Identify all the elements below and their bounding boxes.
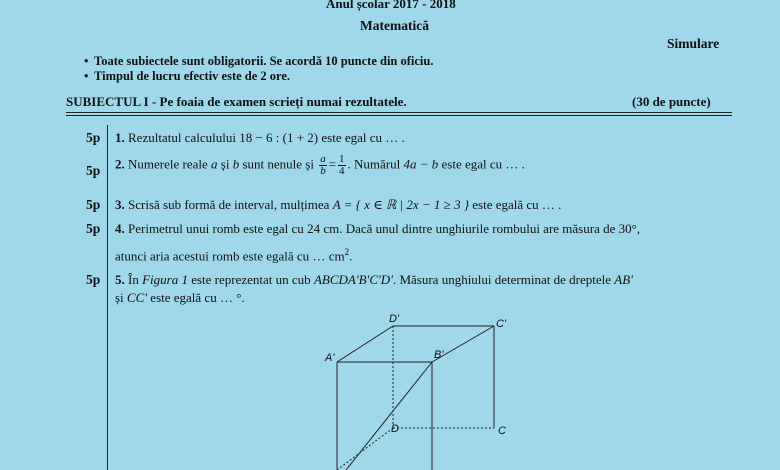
question-points: 5p	[86, 221, 101, 236]
question-text: și	[220, 156, 230, 172]
instruction-text: Toate subiectele sunt obligatorii. Se acordă 10 puncte din oficiu.	[94, 54, 434, 68]
math-expression: ABCDA'B'C'D'	[313, 272, 393, 287]
vertex-label-c: C	[498, 425, 506, 437]
exam-subject: Matematică	[360, 18, 429, 33]
bullet-icon: •	[84, 54, 89, 68]
question-points: 5p	[86, 163, 101, 178]
question-text: sunt nenule și	[242, 156, 314, 172]
question-text: . Dacă unul dintre unghiurile rombului are măsura de	[339, 221, 616, 236]
question-text: Scrisă sub formă de interval, mulțimea	[128, 197, 330, 212]
question-text: este egală cu … .	[472, 197, 562, 212]
question-text: .	[349, 248, 353, 264]
math-value: 24 cm	[307, 221, 340, 236]
section-title: SUBIECTUL I - Pe foaia de examen scrieți numai rezultatele.	[66, 94, 407, 109]
figure-reference: Figura 1	[142, 272, 188, 287]
question-text: este egal cu … .	[321, 130, 405, 145]
school-year: Anul școlar 2017 - 2018	[326, 0, 456, 11]
question-text: Numerele reale	[128, 156, 208, 172]
math-expression: CC'	[126, 290, 148, 305]
section-points: (30 de puncte)	[632, 94, 711, 109]
math-exponent: 2	[344, 247, 350, 257]
edge-a1-d1	[337, 326, 393, 362]
question-text: Perimetrul unui romb este egal cu	[128, 221, 304, 236]
bullet-icon: •	[84, 69, 89, 83]
question-text: Rezultatul calculului	[128, 130, 236, 145]
vertex-label-d1: D'	[389, 313, 400, 325]
math-variable: a	[211, 156, 218, 172]
question-text: este reprezentat un cub	[191, 272, 311, 287]
equals-sign: =	[328, 156, 337, 172]
question-number: 1.	[115, 130, 125, 145]
diagonal-b1-a	[346, 362, 432, 470]
question-text: . Numărul	[347, 156, 401, 172]
question-text: ,	[636, 221, 641, 236]
math-expression: 4a − b	[403, 156, 439, 172]
question-text: și	[115, 290, 124, 305]
question-points: 5p	[86, 130, 101, 145]
question-text: este egal cu … .	[441, 156, 525, 172]
math-value: 30°	[618, 221, 637, 236]
vertex-label-a1: A'	[325, 352, 335, 364]
question-number: 2.	[115, 156, 125, 172]
question-number: 3.	[115, 197, 125, 212]
math-expression: 18 − 6 : (1 + 2)	[239, 130, 319, 145]
fraction-one-quarter: $\frac{1}{4}$	[339, 153, 345, 177]
instruction-text: Timpul de lucru efectiv este de 2 ore.	[94, 69, 291, 83]
vertex-label-c1: C'	[496, 318, 507, 330]
question-number: 5.	[115, 272, 125, 287]
math-expression: AB'	[614, 272, 633, 287]
fraction-a-over-b: $\frac{a}{b}$	[320, 153, 326, 177]
question-text: este egală cu … °.	[150, 290, 245, 305]
vertex-label-d: D	[391, 423, 399, 435]
math-variable: b	[232, 156, 240, 172]
math-unit: cm	[328, 248, 345, 264]
question-text: atunci aria acestui romb este egală cu …	[115, 248, 326, 264]
edge-a-d-hidden	[337, 428, 393, 470]
session-label: Simulare	[667, 36, 720, 51]
math-expression: A = { x ∈ ℝ | 2x − 1 ≥ 3 }	[332, 197, 470, 212]
vertex-label-b1: B'	[434, 349, 444, 361]
question-points: 5p	[86, 197, 101, 212]
question-text: În	[128, 272, 139, 287]
question-points: 5p	[86, 272, 101, 287]
question-number: 4.	[115, 221, 125, 236]
question-text: . Măsura unghiului determinat de dreptele	[392, 272, 611, 287]
